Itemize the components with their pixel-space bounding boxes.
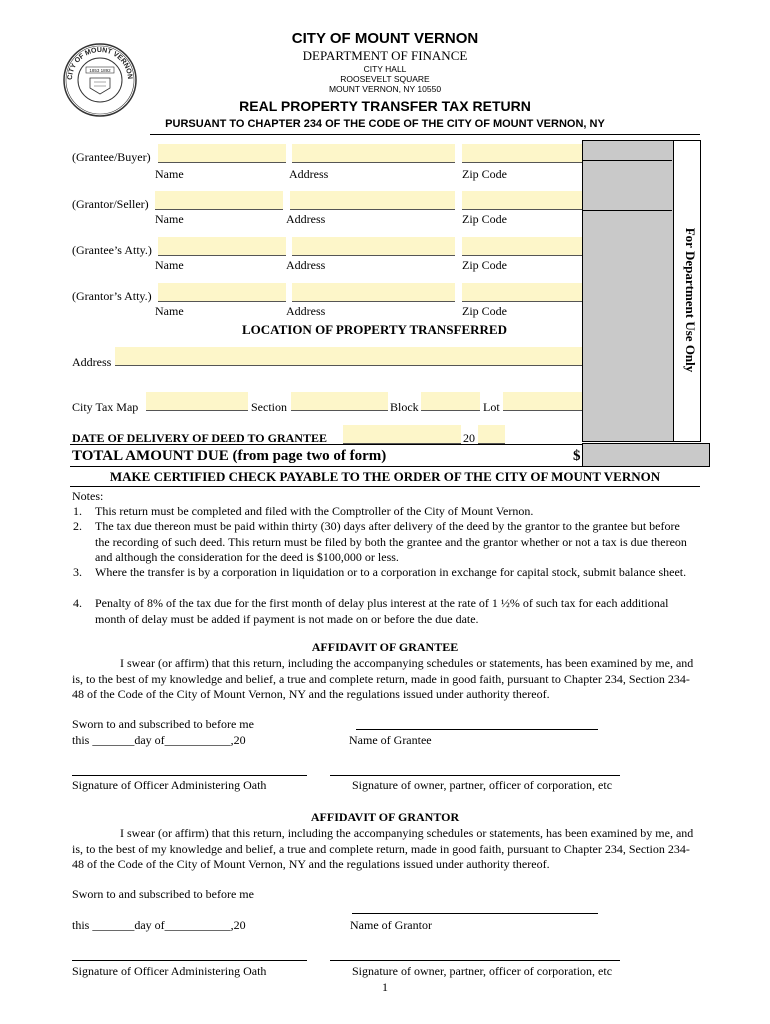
party-label: (Grantee’s Atty.) bbox=[72, 243, 152, 257]
party-label: (Grantee/Buyer) bbox=[72, 150, 151, 164]
grantee-zip-field[interactable] bbox=[462, 144, 582, 163]
property-address-label: Address bbox=[72, 355, 112, 369]
page-number: 1 bbox=[382, 980, 388, 994]
grantee-owner-signature-line[interactable] bbox=[330, 775, 620, 776]
grantee-officer-signature-caption: Signature of Officer Administering Oath bbox=[72, 778, 267, 792]
department-name: DEPARTMENT OF FINANCE bbox=[302, 48, 468, 63]
header-rule bbox=[150, 134, 700, 135]
grantee-owner-signature-caption: Signature of owner, partner, officer of corporation, etc bbox=[352, 778, 613, 792]
seal-years: 1853 1892 bbox=[89, 68, 111, 73]
department-use-field[interactable] bbox=[582, 140, 674, 442]
delivery-year-prefix: 20 bbox=[463, 431, 475, 445]
city-title: CITY OF MOUNT VERNON bbox=[291, 30, 479, 47]
location-heading: LOCATION OF PROPERTY TRANSFERRED bbox=[242, 322, 507, 337]
delivery-date-field[interactable] bbox=[343, 425, 461, 444]
delivery-date-label: DATE OF DELIVERY OF DEED TO GRANTEE bbox=[72, 431, 327, 445]
address-line-2: ROOSEVELT SQUARE bbox=[340, 74, 430, 84]
section-label: Section bbox=[251, 400, 287, 414]
name-label: Name bbox=[155, 304, 184, 318]
grantor-officer-signature-line[interactable] bbox=[72, 960, 307, 961]
zip-label: Zip Code bbox=[462, 212, 507, 226]
party-label: (Grantor’s Atty.) bbox=[72, 289, 152, 303]
grantee-atty-zip-field[interactable] bbox=[462, 237, 582, 256]
grantor-name-caption: Name of Grantor bbox=[350, 918, 432, 932]
address-line-3: MOUNT VERNON, NY 10550 bbox=[328, 84, 442, 94]
affidavit-grantor-heading: AFFIDAVIT OF GRANTOR bbox=[310, 810, 460, 824]
grantee-name-caption: Name of Grantee bbox=[349, 733, 432, 747]
affidavit-grantee-heading: AFFIDAVIT OF GRANTEE bbox=[311, 640, 459, 654]
grantee-atty-name-field[interactable] bbox=[158, 237, 286, 256]
seal-ring-text: CITY OF MOUNT VERNON bbox=[66, 46, 134, 81]
notes-heading: Notes: bbox=[72, 489, 104, 503]
address-label: Address bbox=[286, 212, 326, 226]
section-field[interactable] bbox=[291, 392, 388, 411]
grantor-atty-name-field[interactable] bbox=[158, 283, 286, 302]
grantor-owner-signature-caption: Signature of owner, partner, officer of corporation, etc bbox=[352, 964, 613, 978]
currency-symbol: $ bbox=[573, 448, 581, 464]
address-label: Address bbox=[286, 304, 326, 318]
zip-label: Zip Code bbox=[462, 167, 507, 181]
zip-label: Zip Code bbox=[462, 258, 507, 272]
grantor-officer-signature-caption: Signature of Officer Administering Oath bbox=[72, 964, 267, 978]
department-use-label: For Department Use Only bbox=[683, 227, 698, 373]
grantor-atty-zip-field[interactable] bbox=[462, 283, 582, 302]
block-label: Block bbox=[390, 400, 419, 414]
grantor-owner-signature-line[interactable] bbox=[330, 960, 620, 961]
form-title: REAL PROPERTY TRANSFER TAX RETURN bbox=[239, 98, 531, 114]
block-field[interactable] bbox=[421, 392, 480, 411]
grantor-name-field[interactable] bbox=[155, 191, 283, 210]
name-label: Name bbox=[155, 167, 184, 181]
form-subtitle: PURSUANT TO CHAPTER 234 OF THE CODE OF THE CITY OF MOUNT VERNON, NY bbox=[165, 118, 605, 130]
grantor-address-field[interactable] bbox=[290, 191, 455, 210]
delivery-year-field[interactable] bbox=[478, 425, 505, 444]
address-line-1: CITY HALL bbox=[363, 64, 407, 74]
grantee-officer-signature-line[interactable] bbox=[72, 775, 307, 776]
party-label: (Grantor/Seller) bbox=[72, 197, 149, 211]
payable-instruction: MAKE CERTIFIED CHECK PAYABLE TO THE ORDER OF THE CITY OF MOUNT VERNON bbox=[109, 469, 661, 484]
grantee-sworn-text: Sworn to and subscribed to before me bbox=[72, 717, 254, 731]
name-label: Name bbox=[155, 212, 184, 226]
property-address-field[interactable] bbox=[115, 347, 582, 366]
grantee-address-field[interactable] bbox=[292, 144, 455, 163]
grantee-this-day-text[interactable]: this _______day of___________,20 bbox=[72, 733, 246, 747]
tax-map-field[interactable] bbox=[146, 392, 248, 411]
name-label: Name bbox=[155, 258, 184, 272]
zip-label: Zip Code bbox=[462, 304, 507, 318]
address-label: Address bbox=[289, 167, 329, 181]
tax-map-label: City Tax Map bbox=[72, 400, 139, 414]
affidavit-grantee-body: I swear (or affirm) that this return, including the accompanying schedules or statements, has been examined by me, and is, to the best of my knowledge and belief, a true and complete return, made in good faith, pursuant to Chapter 234, Section 234-48 of the Code of the City of Mount Vernon, NY and the regulations issued under authority thereof. bbox=[72, 656, 694, 701]
grantor-zip-field[interactable] bbox=[462, 191, 582, 210]
total-amount-field[interactable] bbox=[582, 443, 710, 467]
lot-label: Lot bbox=[483, 400, 500, 414]
lot-field[interactable] bbox=[503, 392, 582, 411]
address-label: Address bbox=[286, 258, 326, 272]
total-amount-label: TOTAL AMOUNT DUE (from page two of form) bbox=[72, 448, 387, 464]
grantee-atty-address-field[interactable] bbox=[292, 237, 455, 256]
grantor-this-day-text[interactable]: this _______day of___________,20 bbox=[72, 918, 246, 932]
grantor-name-line[interactable] bbox=[352, 913, 598, 914]
affidavit-grantor-body: I swear (or affirm) that this return, including the accompanying schedules or statements, has been examined by me, and is, to the best of my knowledge and belief, a true and complete return, made in good faith, pursuant to Chapter 234, Section 234-48 of the Code of the City of Mount Vernon, NY and the regulations issued under authority thereof. bbox=[72, 826, 694, 871]
grantee-name-field[interactable] bbox=[158, 144, 286, 163]
grantor-sworn-text: Sworn to and subscribed to before me bbox=[72, 887, 254, 901]
grantor-atty-address-field[interactable] bbox=[292, 283, 455, 302]
grantee-name-line[interactable] bbox=[356, 729, 598, 730]
